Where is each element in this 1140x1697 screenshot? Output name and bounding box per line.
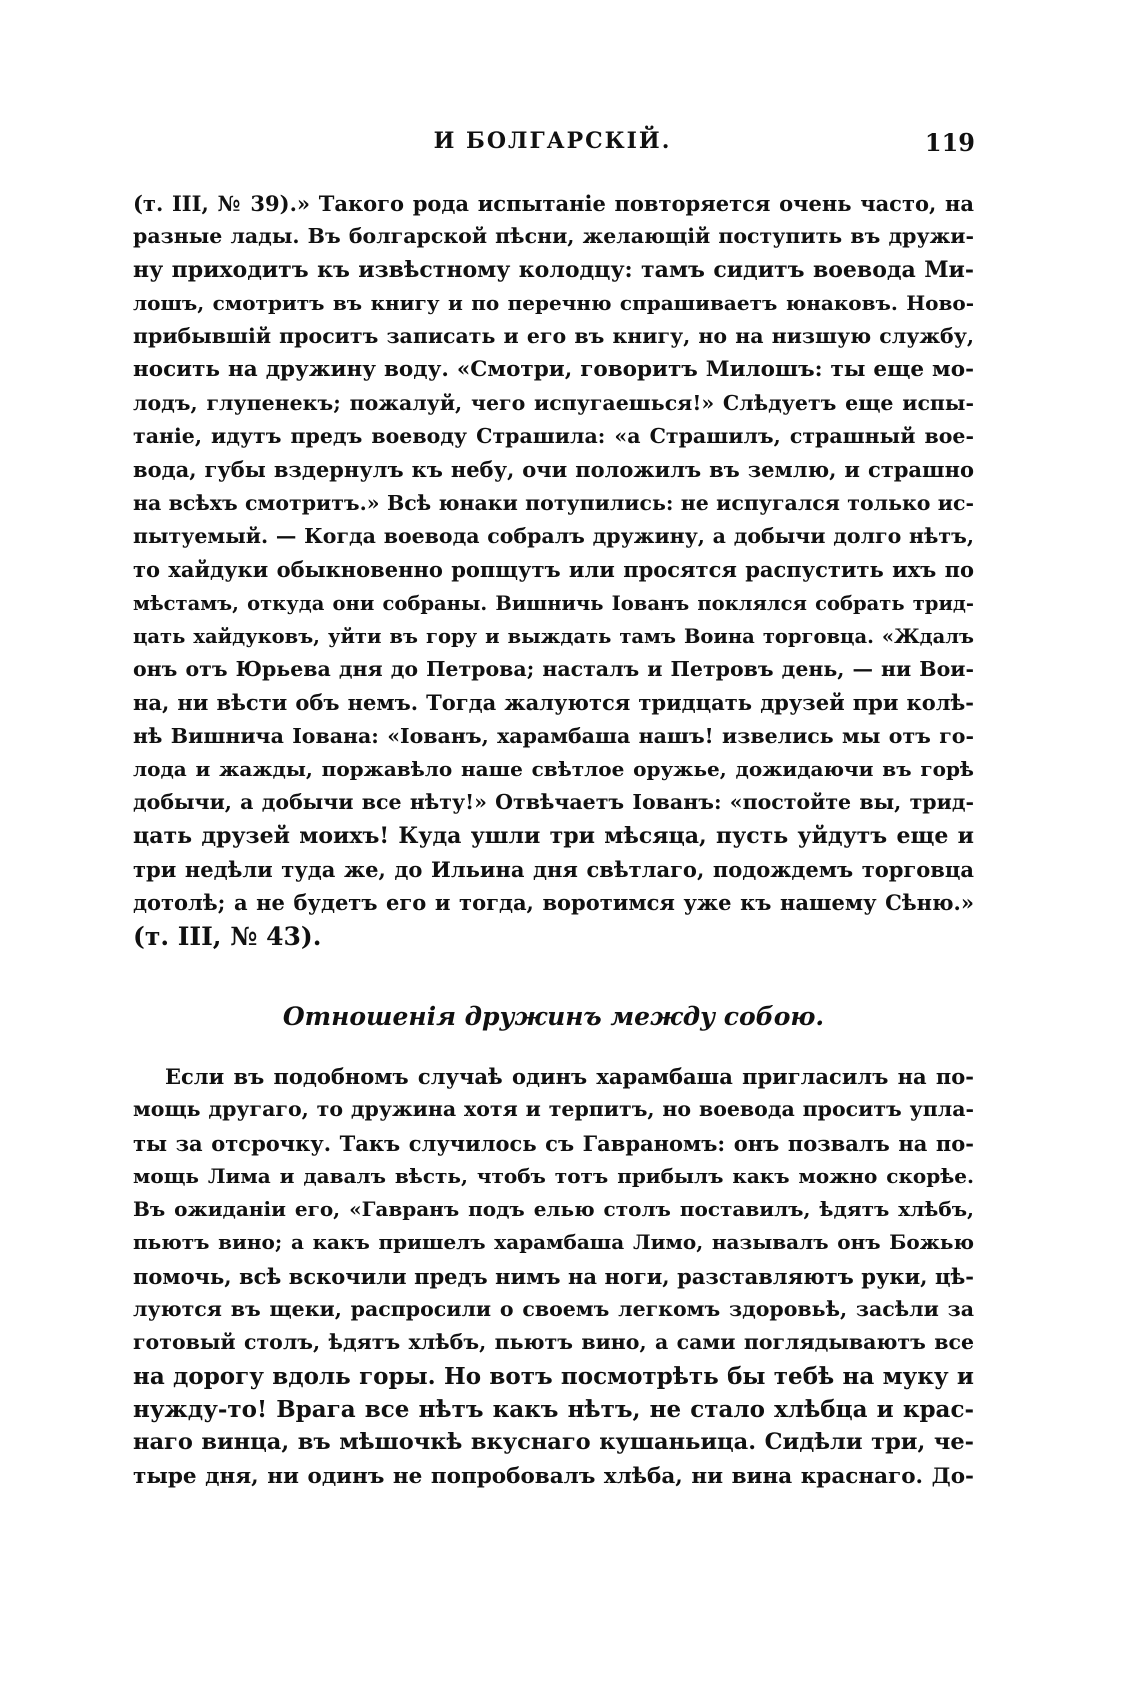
- text-line: пьютъ вино; а какъ пришелъ харамбаша Лимо, называлъ онъ Божью: [133, 1230, 974, 1255]
- text-line: лода и жажды, поржавѣло наше свѣтлое оружье, дожидаючи въ горѣ: [133, 757, 974, 782]
- page-number: 119: [924, 128, 975, 157]
- text-line: цать друзей моихъ! Куда ушли три мѣсяца, пусть уйдутъ еще и: [133, 822, 974, 849]
- text-line: носить на дружину воду. «Смотри, говоритъ Милошъ: ты еще мо-: [133, 357, 974, 383]
- text-line: готовый столъ, ѣдятъ хлѣбъ, пьютъ вино, а сами поглядываютъ все: [133, 1330, 974, 1355]
- text-line: лодъ, глупенекъ; пожалуй, чего испугаешься!» Слѣдуетъ еще испы-: [133, 390, 974, 415]
- text-line: мѣстамъ, откуда они собраны. Вишничь Іованъ поклялся собрать трид-: [133, 591, 974, 615]
- text-line: на, ни вѣсти объ немъ. Тогда жалуются тридцать друзей при колѣ-: [133, 690, 974, 716]
- text-line: помочь, всѣ вскочили предъ нимъ на ноги, разставляютъ руки, цѣ-: [133, 1263, 974, 1289]
- text-line: добычи, а добычи все нѣту!» Отвѣчаетъ Іованъ: «постойте вы, трид-: [133, 790, 974, 815]
- text-line: нѣ Вишнича Іована: «Іованъ, харамбаша нашъ! извелись мы отъ го-: [133, 723, 974, 748]
- text-line: Въ ожиданіи его, «Гавранъ подъ елью столъ поставилъ, ѣдятъ хлѣбъ,: [133, 1197, 974, 1222]
- text-line: то хайдуки обыкновенно ропщутъ или просятся распустить ихъ по: [133, 557, 974, 583]
- text-line: мощь Лима и давалъ вѣсть, чтобъ тотъ прибылъ какъ можно скорѣе.: [133, 1163, 974, 1188]
- text-line: тыре дня, ни одинъ не попробовалъ хлѣба, ни вина краснаго. До-: [133, 1463, 974, 1489]
- text-line: луются въ щеки, распросили о своемъ легкомъ здоровьѣ, засѣли за: [133, 1297, 974, 1322]
- paragraph-1: [133, 187, 974, 953]
- text-line: наго винца, въ мѣшочкѣ вкуснаго кушаньица. Сидѣли три, че-: [133, 1429, 974, 1456]
- text-line: три недѣли туда же, до Ильина дня свѣтлаго, подождемъ торговца: [133, 856, 974, 882]
- text-line: ну приходитъ къ извѣстному колодцу: тамъ сидитъ воевода Ми-: [133, 256, 974, 283]
- text-line: лошъ, смотритъ въ книгу и по перечню спрашиваетъ юнаковъ. Ново-: [133, 290, 974, 315]
- text-line: (т. III, № 43).: [133, 921, 322, 951]
- text-line: нужду-то! Врага все нѣтъ какъ нѣтъ, не стало хлѣбца и крас-: [133, 1395, 974, 1423]
- text-line: на дорогу вдоль горы. Но вотъ посмотрѣть бы тебѣ на муку и: [133, 1362, 974, 1390]
- text-line: вода, губы вздернулъ къ небу, очи положилъ въ землю, и страшно: [133, 457, 974, 483]
- paragraph-2: [133, 1060, 974, 1493]
- text-line: прибывшій проситъ записать и его въ книгу, но на низшую службу,: [133, 324, 974, 349]
- text-line: дотолѣ; а не будетъ его и тогда, воротимся уже къ нашему Сѣню.»: [133, 890, 974, 916]
- text-line: Если въ подобномъ случаѣ одинъ харамбаша пригласилъ на по-: [165, 1064, 974, 1089]
- text-line: таніе, идутъ предъ воеводу Страшила: «а Страшилъ, страшный вое-: [133, 424, 974, 449]
- text-line: мощь другаго, то дружина хотя и терпитъ, но воевода проситъ упла-: [133, 1097, 974, 1122]
- text-line: пытуемый. — Когда воевода собралъ дружину, а добычи долго нѣтъ,: [133, 523, 974, 548]
- running-title: И БОЛГАРСКІЙ.: [433, 128, 672, 154]
- text-line: разные лады. Въ болгарской пѣсни, желающій поступить въ дружи-: [133, 224, 974, 249]
- text-line: на всѣхъ смотритъ.» Всѣ юнаки потупились: не испугался только ис-: [133, 490, 974, 515]
- text-line: цать хайдуковъ, уйти въ гору и выждать тамъ Воина торговца. «Ждалъ: [133, 624, 974, 648]
- running-head: [130, 128, 975, 160]
- text-line: онъ отъ Юрьева дня до Петрова; насталъ и Петровъ день, — ни Вои-: [133, 657, 974, 682]
- section-heading: Отношенія дружинъ между собою.: [282, 1002, 825, 1031]
- text-line: ты за отсрочку. Такъ случилось съ Гавраномъ: онъ позвалъ на по-: [133, 1130, 974, 1156]
- text-line: (т. III, № 39).» Такого рода испытаніе повторяется очень часто, на: [133, 191, 974, 216]
